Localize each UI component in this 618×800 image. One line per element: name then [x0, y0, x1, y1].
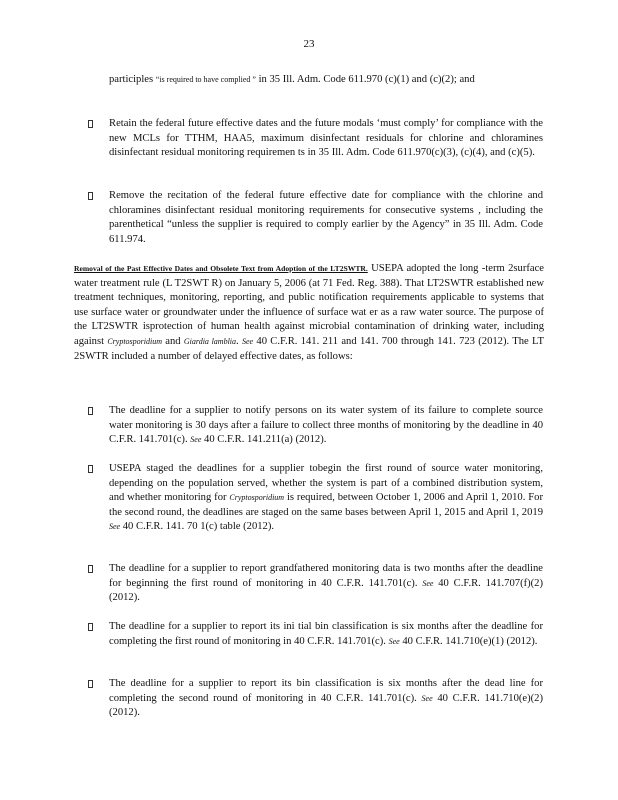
bullet-square-icon [88, 465, 93, 473]
page-number: 23 [303, 38, 315, 50]
quoted-phrase: “is required to have complied ” [155, 75, 256, 84]
section-heading: Removal of the Past Effective Dates and Obsolete Text from Adoption of the LT2SWTR. [74, 264, 368, 273]
section-paragraph: Removal of the Past Effective Dates and Obsolete Text from Adoption of the LT2SWTR. USEPA adopted the long -term 2surface water treatment rule (L T2SWT R) on January 5, 2006 (at 71 Fed. Reg. 388). That LT2SWTR established new treatment techniques, monitoring, reporting, and public notification requirements applicable to systems that use surface water or groundwater under the influence of surface wat er as a raw water source. The purpose of the LT2SWTR isprotection of human health against microbial contamination of drinking water, including against Cryptosporidium and Giardia lamblia. See 40 C.F.R. 141. 211 and 141. 700 through 141. 723 (2012). The LT 2SWTR included a number of delayed effective dates, as follows: [74, 263, 545, 362]
bullet-square-icon [88, 120, 93, 128]
bullet-square-icon [88, 192, 93, 200]
bullet-square-icon [88, 407, 93, 415]
bullet-square-icon [88, 623, 93, 631]
intro-paragraph: participles “is required to have complied ” in 35 Ill. Adm. Code 611.970 (c)(1) and (c)(2); and [109, 74, 475, 85]
bullet-square-icon [88, 565, 93, 573]
bullet-square-icon [88, 680, 93, 688]
